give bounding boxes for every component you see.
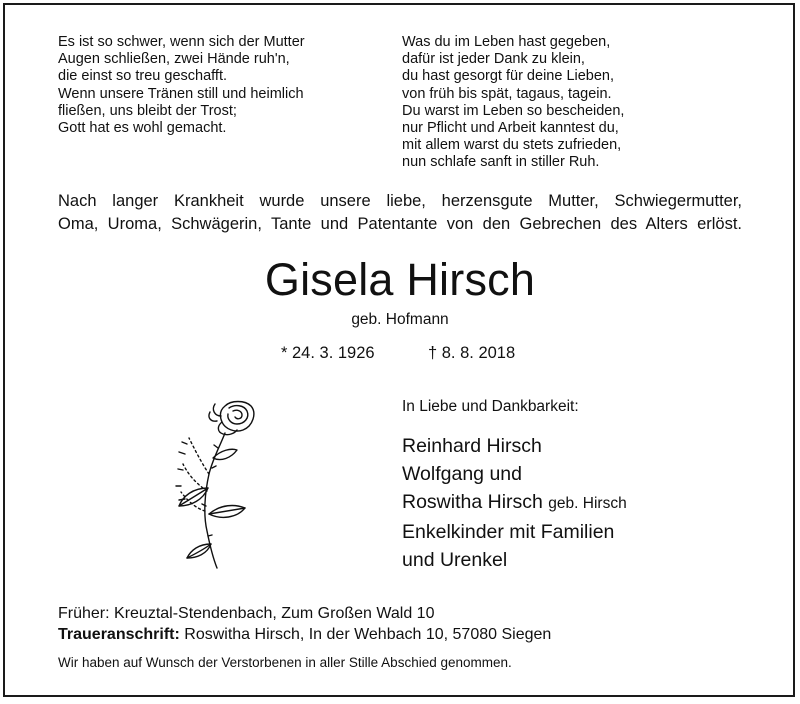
family-member: Enkelkinder mit Familien [402,521,615,543]
closing-note: Wir haben auf Wunsch der Verstorbenen in aller Stille Abschied genommen. [58,655,512,670]
poem-line: Was du im Leben hast gegeben, [402,34,611,50]
family-list [402,432,627,574]
family-member-name: Roswitha Hirsch [402,491,543,513]
poem-line: du hast gesorgt für deine Lieben, [402,68,615,85]
poem-line: Wenn unsere Tränen still und heimlich [58,85,304,102]
poem-line: nur Pflicht und Arbeit kanntest du, [402,120,619,137]
death-date: † 8. 8. 2018 [428,344,516,362]
address-block [58,603,551,645]
mourning-address-label: Traueranschrift: [58,626,180,643]
poem-line: von früh bis spät, tagaus, tagein. [402,85,612,102]
family-member: Reinhard Hirsch [402,435,542,457]
poem-line: mit allem warst du stets zufrieden, [402,137,622,154]
intro-line: Oma, Uroma, Schwägerin, Tante und Patentante von den Gebrechen des Alters erlöst. [58,215,742,233]
thanks-label: In Liebe und Dankbarkeit: [402,398,579,415]
family-member: Wolfgang und [402,463,522,485]
family-member-roswitha [402,488,627,518]
family-member: und Urenkel [402,549,508,571]
intro-text [58,190,742,236]
family-member-geb: geb. Hirsch [548,495,627,512]
intro-line: Nach langer Krankheit wurde unsere liebe, herzensgute Mutter, Schwiegermutter, [58,192,742,210]
poem-line: die einst so treu geschafft. [58,68,228,85]
former-address: Früher: Kreuztal-Stendenbach, Zum Großen Wald 10 [58,605,435,622]
birth-name: geb. Hofmann [351,311,449,328]
rose-icon [165,396,265,571]
poem-line: Du warst im Leben so bescheiden, [402,102,625,119]
poem-right [402,34,624,172]
mourning-address [58,624,551,645]
poem-line: Augen schließen, zwei Hände ruh'n, [58,51,290,68]
poem-line: fließen, uns bleibt der Trost; [58,102,237,119]
poem-left [58,34,305,137]
deceased-name: Gisela Hirsch [264,254,536,305]
birth-date: * 24. 3. 1926 [281,344,375,362]
poem-line: Gott hat es wohl gemacht. [58,120,227,137]
mourning-address-value: Roswitha Hirsch, In der Wehbach 10, 57080 Siegen [179,626,552,643]
poem-line: dafür ist jeder Dank zu klein, [402,51,585,68]
poem-line: Es ist so schwer, wenn sich der Mutter [58,34,305,50]
poem-line: nun schlafe sanft in stiller Ruh. [402,154,600,171]
